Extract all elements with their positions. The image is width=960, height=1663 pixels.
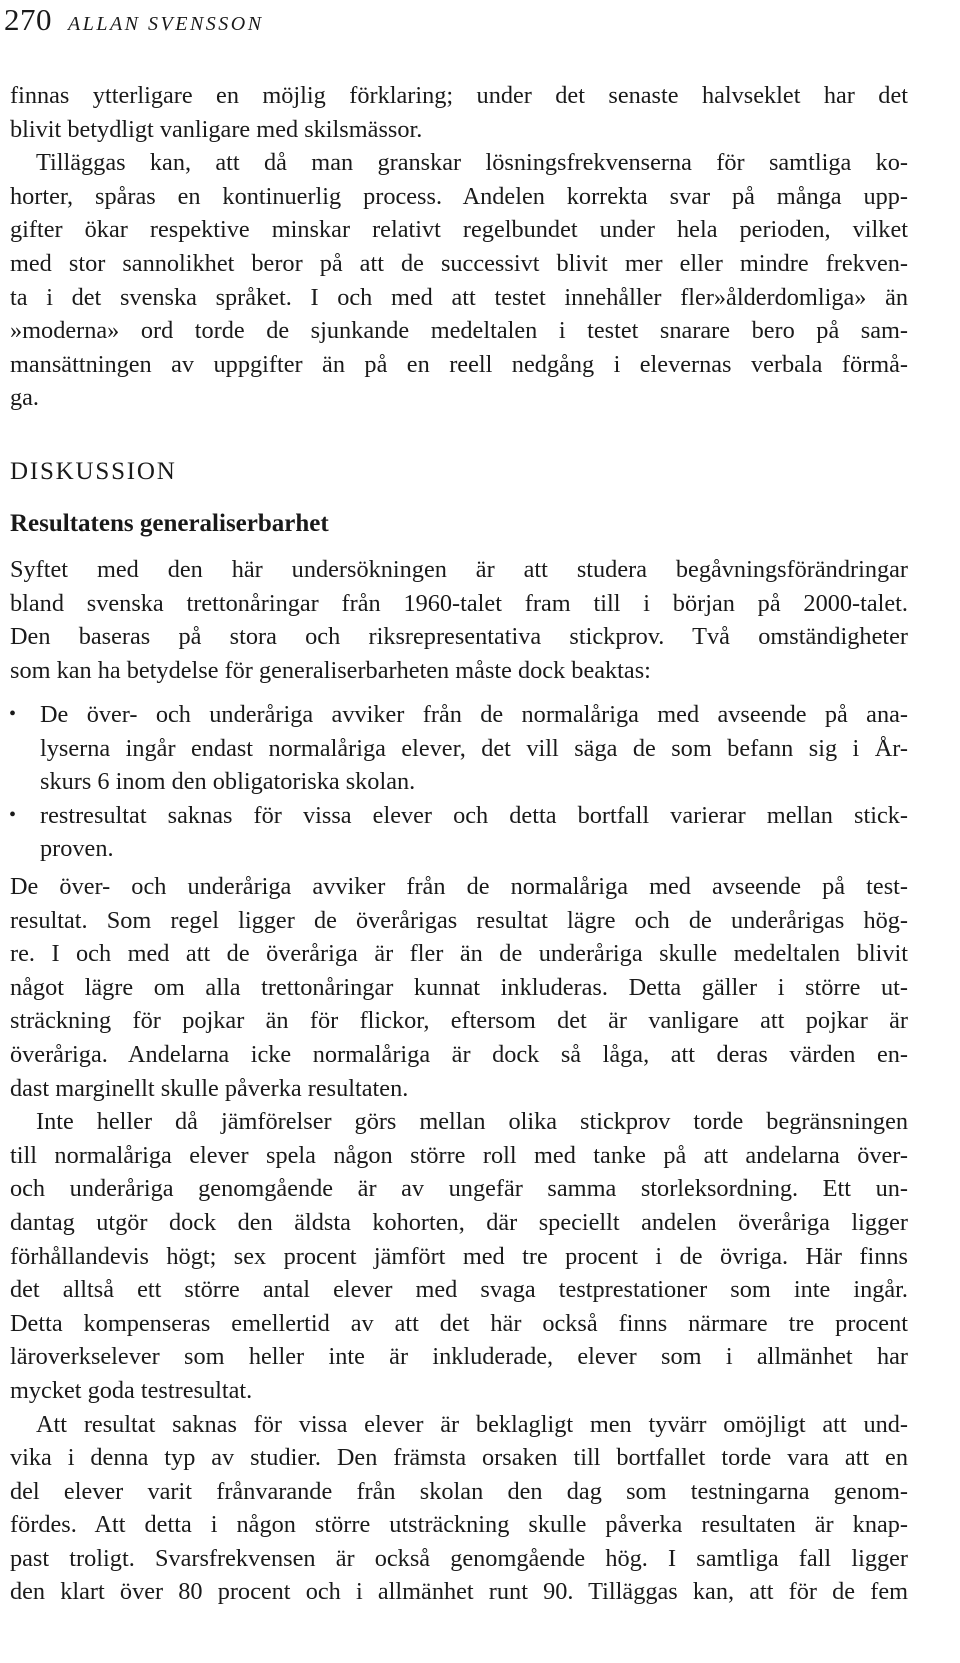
section-heading: DISKUSSION <box>10 458 177 485</box>
text-line: förhållandevis högt; sex procent jämfört med tre procent i de övriga. Här finns <box>10 1242 908 1270</box>
text-line: lyserna ingår endast normalåriga elever, det vill säga de som befann sig i År- <box>40 734 908 762</box>
text-line: något lägre om alla trettonåringar kunnat inkluderas. Detta gäller i större ut- <box>10 973 908 1001</box>
text-line: Att resultat saknas för vissa elever är beklagligt men tyvärr omöjligt att und- <box>36 1410 908 1438</box>
text-line: som kan ha betydelse för generaliserbarheten måste dock beaktas: <box>10 656 651 684</box>
text-line: blivit betydligt vanligare med skilsmässor. <box>10 115 423 143</box>
text-line: Den baseras på stora och riksrepresentativa stickprov. Två omständigheter <box>10 623 908 651</box>
text-line: ga. <box>10 384 40 412</box>
text-line: vika i denna typ av studier. Den främsta orsaken till bortfallet torde vara att en <box>10 1444 908 1472</box>
text-line: ta i det svenska språket. I och med att testet innehåller fler»ålderdomliga» än <box>10 283 908 311</box>
text-line: fördes. Att detta i någon större utsträckning skulle påverka resultaten är knap- <box>10 1511 908 1539</box>
text-line: sträckning för pojkar än för flickor, eftersom det är vanligare att pojkar är <box>10 1007 908 1035</box>
text-line <box>10 698 908 732</box>
bullet-text: restresultat saknas för vissa elever och detta bortfall varierar mellan stick- <box>40 801 908 829</box>
text-line: den klart över 80 procent och i allmänhet runt 90. Tilläggas kan, att för de fem <box>10 1578 908 1606</box>
text-line: bland svenska trettonåringar från 1960-talet fram till i början på 2000-talet. <box>10 589 908 617</box>
page-number: 270 <box>4 2 52 37</box>
text-line: läroverkselever som heller inte är inkluderade, elever som i allmänhet har <box>10 1343 908 1371</box>
text-line: »moderna» ord torde de sjunkande medeltalen i testet snarare bero på sam- <box>10 317 908 345</box>
text-line: Inte heller då jämförelser görs mellan olika stickprov torde begränsningen <box>36 1108 908 1136</box>
text-line: Detta kompenseras emellertid av att det här också finns närmare tre procent <box>10 1309 908 1337</box>
text-line: mycket goda testresultat. <box>10 1376 253 1404</box>
paragraph-intro <box>10 79 908 415</box>
subsection-heading: Resultatens generaliserbarhet <box>10 510 329 537</box>
text-line: gifter ökar respektive minskar relativt regelbundet under hela perioden, vilket <box>10 216 908 244</box>
text-line: skurs 6 inom den obligatoriska skolan. <box>40 768 416 796</box>
text-line: Syftet med den här undersökningen är att studera begåvningsförändringar <box>10 556 908 583</box>
text-line: det alltså ett större antal elever med svaga testprestationer som inte ingår. <box>10 1276 908 1304</box>
bullet-marker: • <box>9 803 17 826</box>
text-line: resultat. Som regel ligger de överårigas resultat lägre och de underårigas hög- <box>10 906 908 934</box>
paragraph-purpose <box>10 553 908 687</box>
text-line: till normalåriga elever spela någon större roll med tanke på att andelarna över- <box>10 1141 908 1169</box>
text-line: överåriga. Andelarna icke normalåriga är dock så låga, att deras värden en- <box>10 1040 908 1068</box>
text-line: dast marginellt skulle påverka resultaten. <box>10 1074 409 1102</box>
text-line: past troligt. Svarsfrekvensen är också genomgående hög. I samtliga fall ligger <box>10 1544 908 1572</box>
paragraph-age-groups <box>10 870 908 1609</box>
running-title: ALLAN SVENSSON <box>68 13 264 35</box>
text-line: proven. <box>40 835 114 863</box>
bullet-item <box>10 799 908 866</box>
text-line: dantag utgör dock den äldsta kohorten, där speciellt andelen överåriga ligger <box>10 1208 908 1236</box>
running-head <box>4 2 264 42</box>
text-line: Tilläggas kan, att då man granskar lösningsfrekvenserna för samtliga ko- <box>36 149 908 177</box>
text-line: mansättningen av uppgifter än på en reell nedgång i elevernas verbala förmå- <box>10 350 908 378</box>
bullet-marker: • <box>9 703 17 725</box>
text-line: re. I och med att de överåriga är fler än de underåriga skulle medeltalen blivit <box>10 940 908 968</box>
text-line <box>10 799 908 833</box>
text-line: finnas ytterligare en möjlig förklaring; under det senaste halvseklet har det <box>10 82 908 109</box>
bullet-item <box>10 698 908 799</box>
bullet-list <box>10 698 908 866</box>
text-line: horter, spåras en kontinuerlig process. Andelen korrekta svar på många upp- <box>10 182 908 210</box>
text-line: De över- och underåriga avviker från de normalåriga med avseende på test- <box>10 873 908 900</box>
bullet-text: De över- och underåriga avviker från de normalåriga med avseende på ana- <box>40 701 908 728</box>
text-line: del elever varit frånvarande från skolan den dag som testningarna genom- <box>10 1477 908 1505</box>
text-line: och underåriga genomgående är av ungefär samma storleksordning. Ett un- <box>10 1175 908 1203</box>
text-line: med stor sannolikhet beror på att de successivt blivit mer eller mindre frekven- <box>10 249 908 277</box>
